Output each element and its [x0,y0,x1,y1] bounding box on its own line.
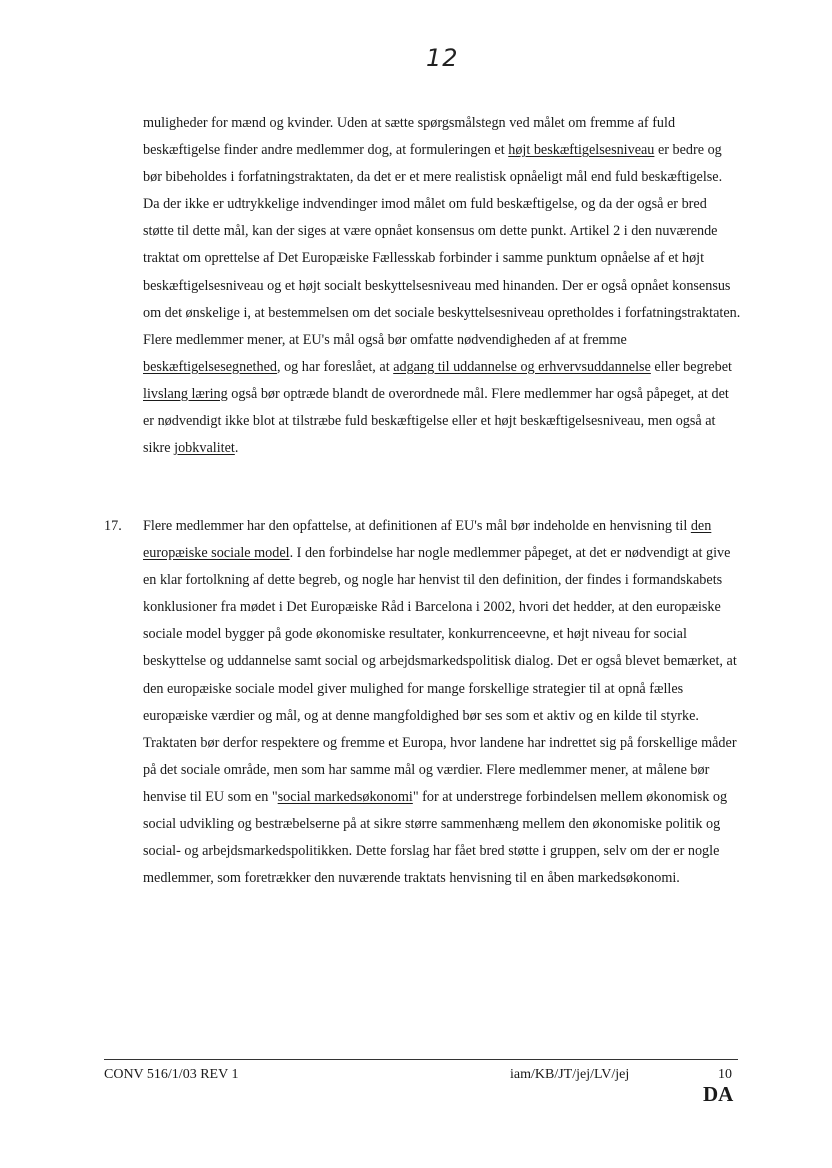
paragraph-number: 17. [104,518,122,534]
underlined-term: jobkvalitet [174,440,235,457]
footer-initials: iam/KB/JT/jej/LV/jej [510,1067,630,1082]
text-segment: , og har foreslået, at [276,358,394,375]
footer-divider [104,1059,738,1060]
text-segment: . [234,440,239,457]
footer-doc-ref: CONV 516/1/03 REV 1 [104,1067,239,1082]
underlined-term: beskæftigelsesegnethed [143,358,277,375]
paragraph-continued [143,110,741,462]
text-segment: Flere medlemmer har den opfattelse, at definitionen af EU's mål bør indeholde en henvisning til [143,518,691,534]
text-segment: muligheder for mænd og kvinder. Uden at sætte spørgsmålstegn ved målet om fremme af fuld beskæftigelse finder andre medlemmer dog, at formuleringen et [143,115,676,159]
text-segment: " for at understrege forbindelsen mellem økonomisk og social udvikling og bestræbelserne på at sikre større sammenhæng mellem den økonomiske politik og social- og arbejdsmarkedspolitikken. Dette forslag har fået bred støtte i gruppen, selv om der er nogle medlemmer, som foretrækker den nuværende traktats henvisning til en åben markedsøkonomi. [143,788,728,887]
handwritten-page-number: 12 [426,44,459,72]
underlined-term: højt beskæftigelsesniveau [508,142,655,159]
paragraph-17 [143,513,741,892]
text-segment: også bør optræde blandt de overordnede mål. Flere medlemmer har også påpeget, at det er nødvendigt ikke blot at tilstræbe fuld beskæftigelse eller et højt beskæftigelsesniveau, men også at sikre [143,385,729,457]
text-segment: . I den forbindelse har nogle medlemmer påpeget, at det er nødvendigt at give en klar fortolkning af dette begreb, og nogle har henvist til den definition, der findes i formandskabets konklusioner fra mødet i Det Europæiske Råd i Barcelona i 2002, hvori det hedder, at den europæiske sociale model bygger på gode økonomiske resultater, konkurrenceevne, et højt niveau for social beskyttelse og uddannelse samt social og arbejdsmarkedspolitisk dialog. Det er også blevet bemærket, at den europæiske sociale model giver mulighed for mange forskellige strategier til at opnå fælles europæiske værdier og mål, og at denne mangfoldighed bør ses som et aktiv og en kilde til styrke. Traktaten bør derfor respektere og fremme et Europa, hvor landene har indrettet sig på forskellige måder på det sociale område, men som har samme mål og værdier. Flere medlemmer mener, at målene bør henvise til EU som en " [143,545,737,805]
footer-page-number: 10 [718,1067,732,1082]
text-segment: er bedre og bør bibeholdes i forfatningstraktaten, da det er et mere realistisk opnåeligt mål end fuld beskæftigelse. Da der ikke er udtrykkelige indvendinger imod målet om fuld beskæftigelse, og da der også er bred støtte til dette mål, kan der siges at være opnået konsensus om dette punkt. Artikel 2 i den nuværende traktat om oprettelse af Det Europæiske Fællesskab forbinder i samme punktum opnåelse af et højt beskæftigelsesniveau og et højt socialt beskyttelsesniveau med hinanden. Der er også opnået konsensus om det ønskelige i, at bestemmelsen om det sociale beskyttelsesniveau opretholdes i forfatningstraktaten. Flere medlemmer mener, at EU's mål også bør omfatte nødvendigheden af at fremme [143,142,741,348]
underlined-term: adgang til uddannelse og erhvervsuddannelse [393,358,651,375]
underlined-term: livslang læring [143,385,228,402]
text-segment: eller begrebet [650,358,732,375]
underlined-term: social markedsøkonomi [277,788,413,805]
underlined-term: den europæiske sociale model [143,518,712,562]
footer-language-code: DA [703,1082,734,1106]
